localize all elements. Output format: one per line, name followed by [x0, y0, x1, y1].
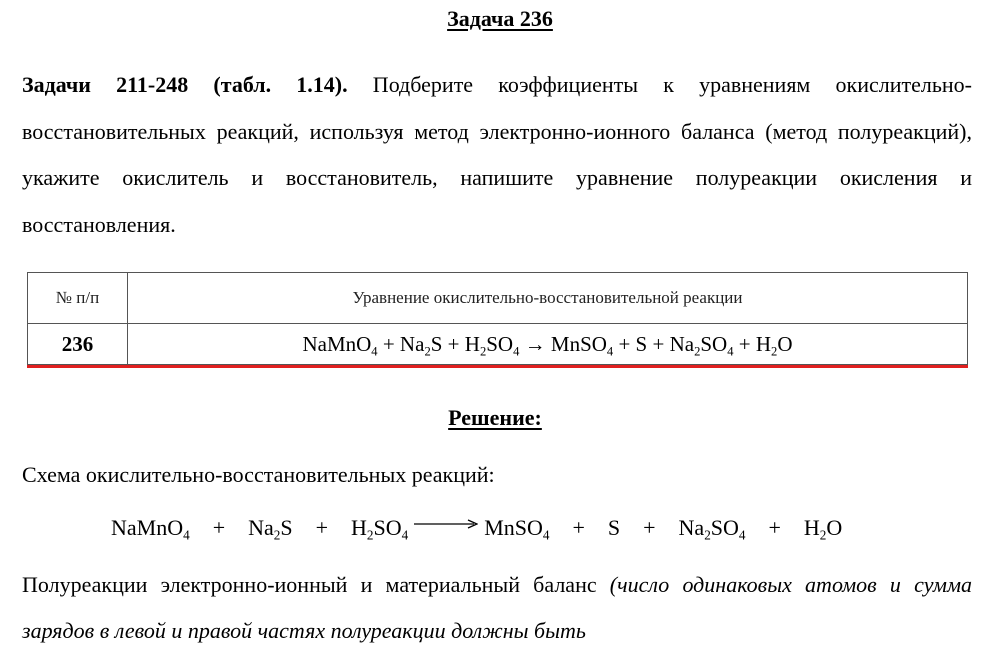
schema-label: Схема окислительно-восстановительных реакций: — [22, 462, 495, 487]
red-underline — [27, 365, 968, 368]
header-equation: Уравнение окислительно-восстановительной реакции — [128, 273, 968, 324]
solution-title: Решение: — [448, 405, 542, 430]
table-row — [28, 324, 968, 365]
half-reactions-label: Полуреакции электронно-ионный и материальный баланс — [22, 572, 610, 597]
half-reactions-text — [22, 562, 972, 654]
reaction-table — [27, 272, 968, 365]
task-description — [22, 62, 972, 248]
task-title: Задача 236 — [447, 6, 553, 31]
task-range-label: Задачи 211-248 (табл. 1.14). — [22, 72, 348, 97]
half-reactions-note: (число одинаковых атомов и сумма зарядов в левой и правой частях полуреакции должны быть — [22, 572, 972, 643]
table-header-row — [28, 273, 968, 324]
task-instructions: Подберите коэффициенты к уравнениям окислительно-восстановительных реакций, используя метод электронно-ионного баланса (метод полуреакций), укажите окислитель и восстановитель, напишите уравнение полуреакции окисления и восстановления. — [22, 72, 973, 237]
reaction-arrow-icon — [414, 519, 478, 529]
header-number: № п/п — [28, 273, 128, 324]
row-number: 236 — [28, 324, 128, 365]
row-equation: NaMnO$_4$ + $Na_2S + H_2SO_4$ → MnSO$_4$ + $S + Na_2SO_4 + H_2O$ — [128, 324, 968, 365]
reaction-equation: NaMnO$_4$ + $Na_2S + H_2SO_4$ MnSO$_4$ + $S + Na_2SO_4 + H_2O$ — [111, 515, 843, 543]
